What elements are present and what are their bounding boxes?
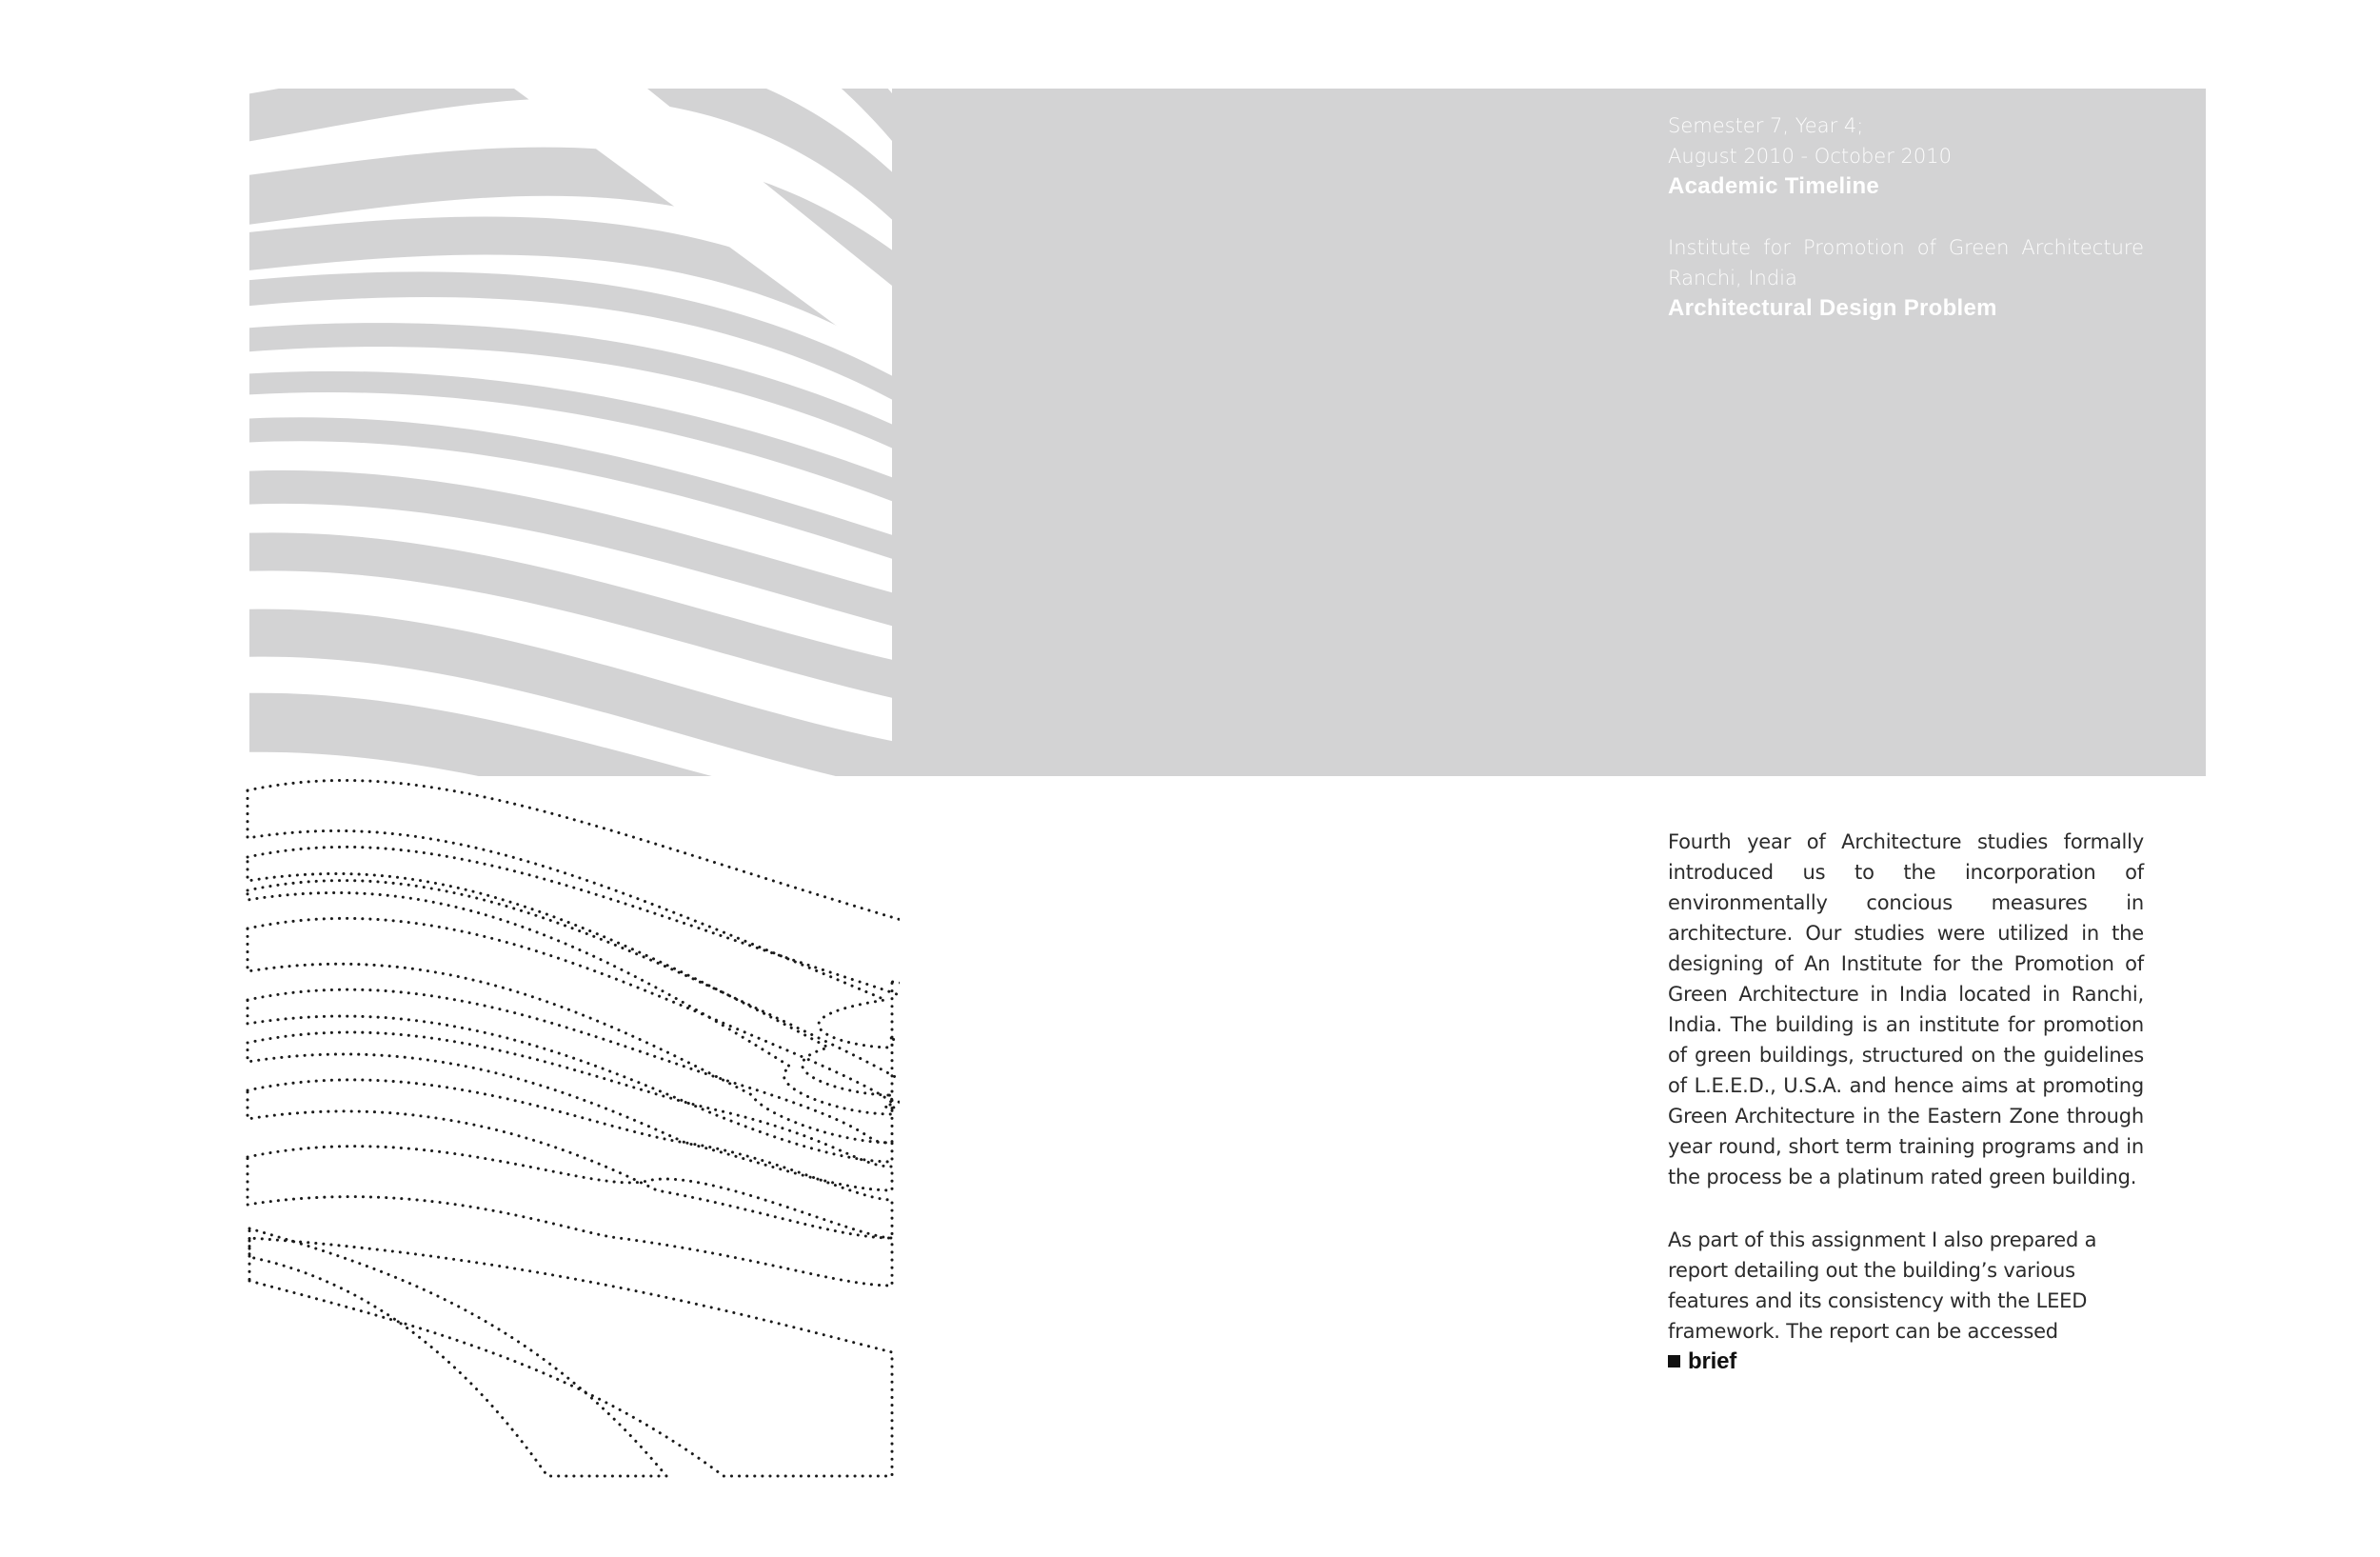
project-location: Ranchi, India: [1668, 267, 1797, 289]
description-paragraph-1: Fourth year of Architecture studies formally introduced us to the incorporation of environmentally concious measures in architecture. Our studies were utilized in the designing of An Institute for the Promotion of Green Architecture in India located in Ranchi, India. The building is an institute for promotion of green buildings, structured on the guidelines of L.E.E.D., U.S.A. and hence aims at promoting Green Architecture in the Eastern Zone through year round, short term training programs and in the process be a platinum rated green building.: [1668, 830, 2144, 1188]
description-paragraph-2: [1668, 1225, 2144, 1377]
report-text: As part of this assignment I also prepared a report detailing out the building’s various features and its consistency with the LEED framework. The report can be accessed: [1668, 1228, 2097, 1343]
dotted-contour: [248, 1147, 892, 1286]
dotted-contour: [249, 1228, 666, 1476]
dotted-contour: [248, 1080, 892, 1238]
project-heading: Architectural Design Problem: [1668, 295, 1997, 321]
black-square-icon: [1668, 1355, 1680, 1367]
brief-label: brief: [1688, 1348, 1737, 1374]
dotted-contour: [249, 1238, 892, 1476]
dotted-contour-lines: [248, 780, 1045, 1476]
date-range: August 2010 - October 2010: [1668, 145, 1952, 168]
brief-link[interactable]: [1668, 1347, 2144, 1377]
dotted-contour: [248, 989, 892, 1162]
project-name: Institute for Promotion of Green Architecture: [1668, 236, 2144, 259]
timeline-heading: Academic Timeline: [1668, 173, 1880, 199]
semester-label: Semester 7, Year 4;: [1668, 114, 1864, 137]
project-info-block: [1668, 232, 2144, 324]
academic-timeline-block: [1668, 110, 2144, 202]
white-wave-stripes: [240, 0, 902, 876]
dotted-contour: [248, 780, 1045, 1048]
